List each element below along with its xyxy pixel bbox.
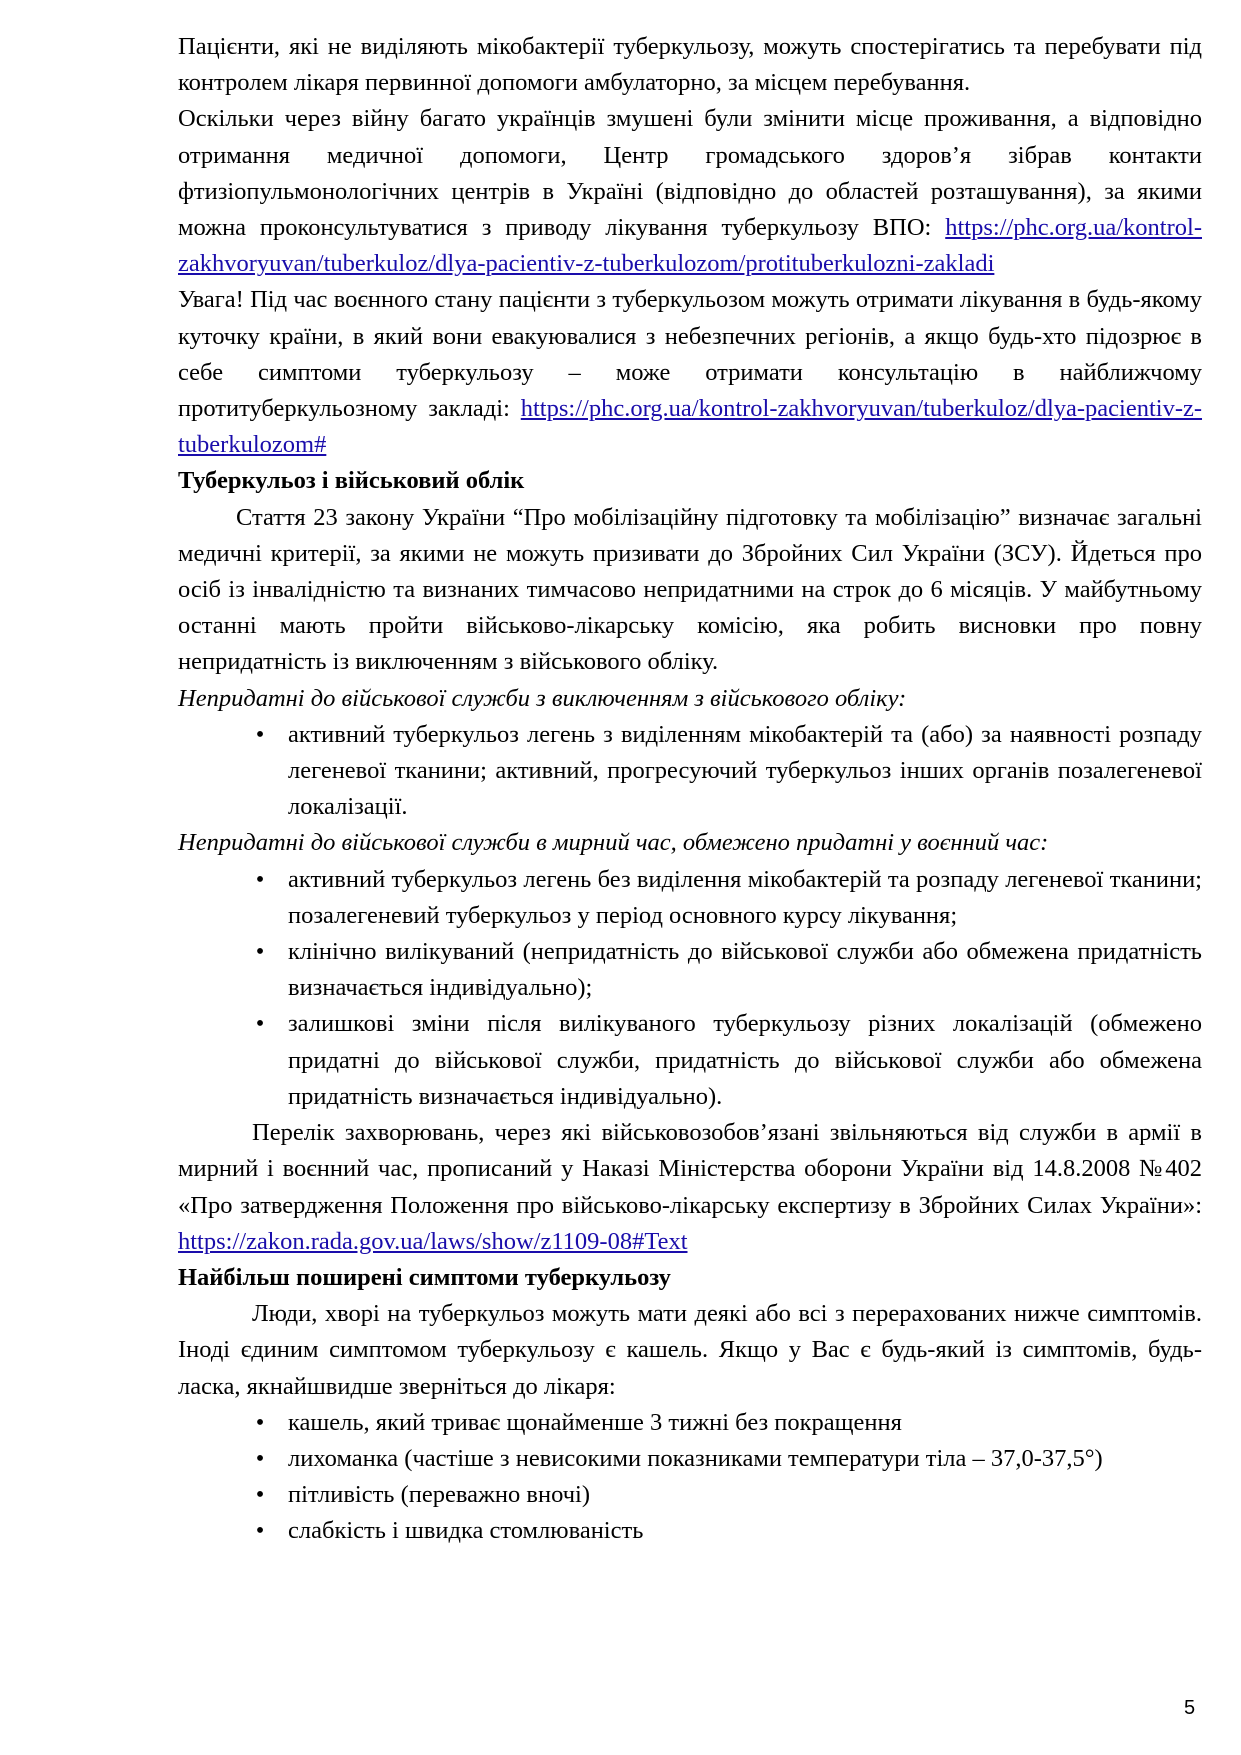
list-symptoms [178, 1405, 1202, 1550]
subheading-unfit-peacetime: Непридатні до військової служби в мирний час, обмежено придатні у воєнний час: [178, 829, 1049, 857]
list-item [178, 1513, 1202, 1549]
heading-military-registration: Туберкульоз і військовий облік [178, 467, 525, 495]
bullet-icon: • [255, 1481, 265, 1509]
list-unfit-excluded [178, 717, 1202, 826]
list-item-text: клінічно вилікуваний (непридатність до військової служби або обмежена придатність визначається індивідуально); [288, 938, 1202, 1002]
bullet-icon: • [255, 720, 265, 748]
bullet-icon: • [255, 1517, 265, 1545]
list-item-text: лихоманка (частіше з невисокими показниками температури тіла – 37,0-37,5°) [288, 1444, 1103, 1472]
link-tb-facilities[interactable]: https://phc.org.ua/kontrol-zakhvoryuvan/tuberkuloz/dlya-pacientiv-z-tuberkulozom/protituberkulozni-zakladi [178, 214, 1202, 278]
list-unfit-peacetime [178, 862, 1202, 1115]
bullet-icon: • [255, 1408, 265, 1436]
paragraph-article-23: Стаття 23 закону України “Про мобілізаційну підготовку та мобілізацію” визначає загальні медичні критерії, за якими не можуть призивати до Збройних Сил України (ЗСУ). Йдеться про осіб із інвалідністю та визнаних тимчасово непридатними на строк до 6 місяців. У майбутньому останні мають пройти військово-лікарську комісію, яка робить висновки про повну непридатність із виключенням з військового обліку. [178, 503, 1202, 676]
list-item [178, 1405, 1202, 1441]
paragraph-order-402-text: Перелік захворювань, через які військовозобов’язані звільняються від служби в армії в мирний і воєнний час, прописаний у Наказі Міністерства оборони України від 14.8.2008 №402 «Про затвердження Положення про військово-лікарську експертизу в Збройних Силах України»: [178, 1119, 1202, 1219]
page-content [178, 29, 1202, 1550]
paragraph-order-402 [178, 1115, 1202, 1260]
list-item-text: залишкові зміни після вилікуваного туберкульозу різних локалізацій (обмежено придатні до військової служби, придатність до військової служби або обмежена придатність визначається індивідуально). [288, 1010, 1202, 1110]
heading-symptoms: Найбільш поширені симптоми туберкульозу [178, 1263, 671, 1291]
paragraph-attention-text: Увага! Під час воєнного стану пацієнти з туберкульозом можуть отримати лікування в будь-якому куточку країни, в який вони евакуювалися з небезпечних регіонів, а якщо будь-хто підозрює в себе симптоми туберкульозу – може отримати консультацію в найближчому протитуберкульозному закладі: [178, 286, 1202, 423]
list-item-text: слабкість і швидка стомлюваність [288, 1517, 644, 1545]
page-number: 5 [1184, 1697, 1196, 1719]
list-item [178, 1477, 1202, 1513]
list-item [178, 1441, 1202, 1477]
bullet-icon: • [255, 865, 265, 893]
paragraph-attention [178, 282, 1202, 463]
list-item-text: пітливість (переважно вночі) [288, 1481, 590, 1509]
paragraph-symptoms-intro: Люди, хворі на туберкульоз можуть мати деякі або всі з перерахованих нижче симптомів. Іноді єдиним симптомом туберкульозу є кашель. Якщо у Вас є будь-який із симптомів, будь-ласка, якнайшвидше зверніться до лікаря: [178, 1300, 1202, 1400]
bullet-icon: • [255, 938, 265, 966]
subheading-unfit-excluded: Непридатні до військової служби з виключенням з військового обліку: [178, 684, 907, 712]
list-item-text: активний туберкульоз легень з виділенням мікобактерій та (або) за наявності розпаду легеневої тканини; активний, прогресуючий туберкульоз інших органів позалегеневої локалізації. [288, 720, 1202, 821]
paragraph-idp-contacts [178, 101, 1202, 282]
list-item-text: кашель, який триває щонайменше 3 тижні без покращення [288, 1408, 902, 1436]
link-tb-patients[interactable]: https://phc.org.ua/kontrol-zakhvoryuvan/tuberkuloz/dlya-pacientiv-z-tuberkulozom# [178, 395, 1203, 459]
list-item [178, 934, 1202, 1006]
list-item [178, 1006, 1202, 1115]
list-item-text: активний туберкульоз легень без виділення мікобактерій та розпаду легеневої тканини; позалегеневий туберкульоз у період основного курсу лікування; [288, 865, 1202, 929]
list-item [178, 717, 1202, 826]
link-zakon-rada[interactable]: https://zakon.rada.gov.ua/laws/show/z1109-08#Text [178, 1227, 688, 1255]
paragraph-outpatient: Пацієнти, які не виділяють мікобактерії туберкульозу, можуть спостерігатись та перебувати під контролем лікаря первинної допомоги амбулаторно, за місцем перебування. [178, 33, 1202, 97]
bullet-icon: • [255, 1444, 265, 1472]
bullet-icon: • [255, 1010, 265, 1038]
paragraph-idp-contacts-text: Оскільки через війну багато українців змушені були змінити місце проживання, а відповідно отримання медичної допомоги, Центр громадського здоров’я зібрав контакти фтизіопульмонологічних центрів в Україні (відповідно до областей розташування), за якими можна проконсультуватися з приводу лікування туберкульозу ВПО: [178, 105, 1202, 242]
list-item [178, 862, 1202, 934]
